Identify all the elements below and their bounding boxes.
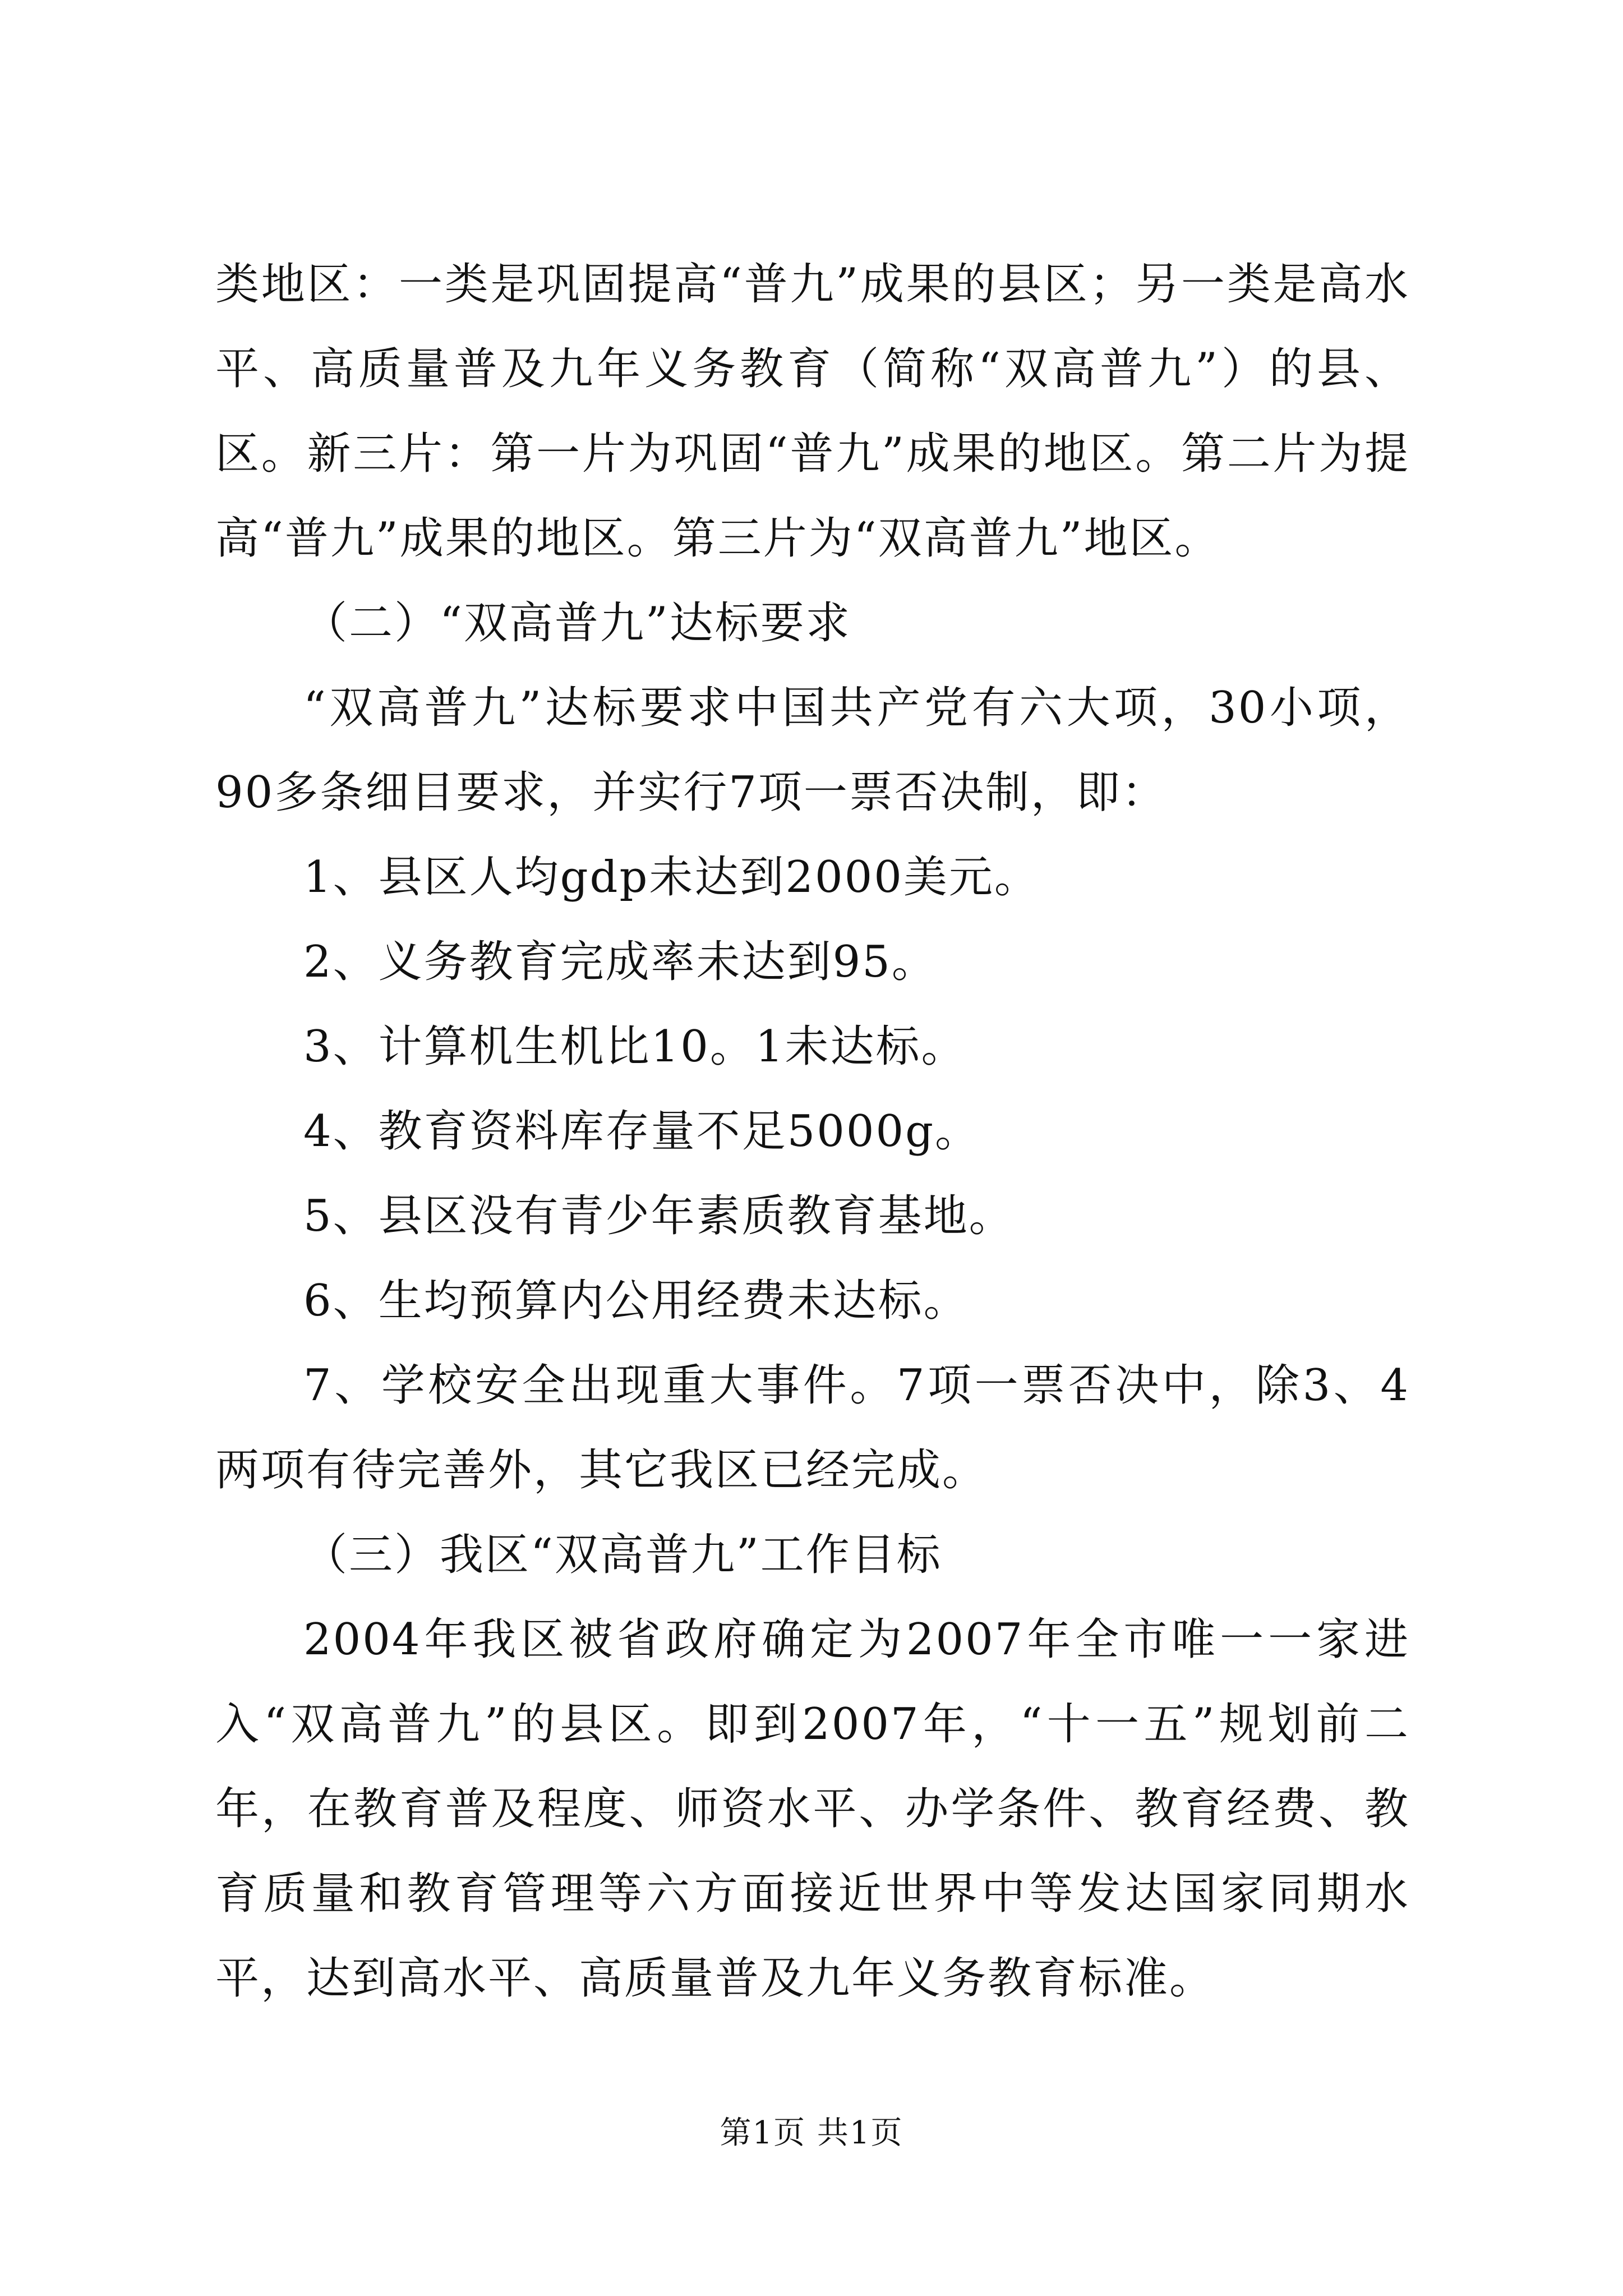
list-item-3: 3、计算机生机比10。1未达标。 (303, 1022, 967, 1072)
paragraph-continued: 类地区：一类是巩固提高“普九”成果的县区；另一类是高水平、高质量普及九年义务教育（简称“双高普九”）的县、区。新三片：第一片为巩固“普九”成果的地区。第二片为提高“普九”成果的地区。第三片为“双高普九”地区。 (215, 259, 1410, 564)
list-item-1: 1、县区人均gdp未达到2000美元。 (303, 852, 1040, 903)
paragraph-goals: 2004年我区被省政府确定为2007年全市唯一一家进入“双高普九”的县区。即到2007年，“十一五”规划前二年，在教育普及程度、师资水平、办学条件、教育经费、教育质量和教育管理等六方面接近世界中等发达国家同期水平，达到高水平、高质量普及九年义务教育标准。 (215, 1614, 1410, 2004)
page-number-label: 第1页 共1页 (720, 2115, 903, 2151)
section-heading-3: （三）我区“双高普九”工作目标 (303, 1530, 942, 1580)
section-heading-2: （二）“双高普九”达标要求 (303, 598, 851, 648)
page-footer (0, 2114, 1623, 2153)
list-item-5: 5、县区没有青少年素质教育基地。 (303, 1191, 1015, 1241)
paragraph-requirements: “双高普九”达标要求中国共产党有六大项，30小项，90多条细目要求，并实行7项一票否决制，即： (215, 683, 1410, 818)
document-body (215, 242, 1410, 2021)
list-item-2: 2、义务教育完成率未达到95。 (303, 937, 937, 987)
list-item-7: 7、学校安全出现重大事件。7项一票否决中，除3、4两项有待完善外，其它我区已经完成。 (215, 1360, 1410, 1496)
list-item-4: 4、教育资料库存量不足5000g。 (303, 1106, 981, 1157)
list-item-6: 6、生均预算内公用经费未达标。 (303, 1276, 969, 1326)
